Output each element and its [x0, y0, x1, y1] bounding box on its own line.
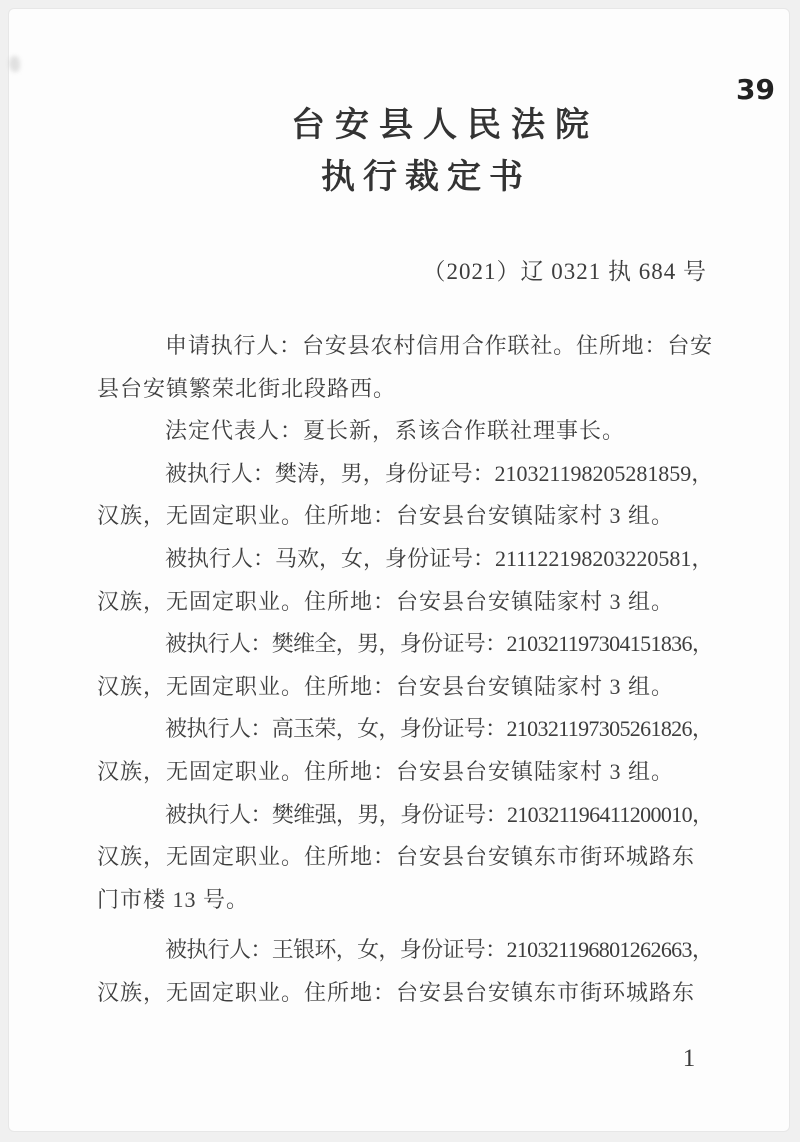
document-line: 门市楼 13 号。 — [97, 886, 250, 912]
document-line: 汉族，无固定职业。住所地：台安县台安镇陆家村 3 组。 — [97, 673, 675, 699]
document-line: 法定代表人：夏长新，系该合作联社理事长。 — [165, 418, 626, 444]
paragraph-respondent-2 — [97, 538, 713, 623]
paragraph-respondent-1 — [97, 453, 713, 538]
corner-page-mark: 39 — [736, 73, 775, 106]
document-line: 被执行人：马欢，女，身份证号：211122198203220581， — [165, 545, 714, 571]
document-type-title: 执行裁定书 — [321, 159, 531, 196]
document-body — [97, 325, 713, 1015]
paragraph-respondent-3 — [97, 623, 713, 708]
paragraph-respondent-4 — [97, 708, 713, 793]
paragraph-applicant — [97, 325, 713, 410]
scan-smudge-artifact — [9, 56, 20, 72]
case-number: （2021）辽 0321 执 684 号 — [422, 259, 707, 284]
document-line: 汉族，无固定职业。住所地：台安县台安镇东市街环城路东 — [97, 979, 696, 1005]
document-line: 汉族，无固定职业。住所地：台安县台安镇陆家村 3 组。 — [97, 503, 675, 529]
document-line: 被执行人：高玉荣，女，身份证号：210321197305261826， — [165, 716, 714, 742]
page-number: 1 — [682, 1045, 696, 1072]
document-line: 被执行人：王银环，女，身份证号：210321196801262663， — [165, 937, 714, 963]
document-line: 汉族，无固定职业。住所地：台安县台安镇东市街环城路东 — [97, 844, 696, 870]
paragraph-legal-representative — [97, 410, 713, 453]
document-line: 申请执行人：台安县农村信用合作联社。住所地：台安 — [165, 333, 714, 358]
document-line: 汉族，无固定职业。住所地：台安县台安镇陆家村 3 组。 — [97, 588, 675, 614]
document-line: 被执行人：樊维全，男，身份证号：210321197304151836， — [165, 631, 714, 657]
document-line: 县台安镇繁荣北街北段路西。 — [97, 375, 397, 401]
paragraph-respondent-6 — [97, 929, 713, 1014]
document-sheet — [8, 8, 790, 1132]
paragraph-respondent-5 — [97, 794, 713, 922]
court-name-title: 台安县人民法院 — [291, 107, 599, 144]
document-line: 汉族，无固定职业。住所地：台安县台安镇陆家村 3 组。 — [97, 758, 675, 784]
document-line: 被执行人：樊维强，男，身份证号：210321196411200010， — [165, 801, 714, 827]
document-line: 被执行人：樊涛，男，身份证号：210321198205281859， — [165, 460, 714, 486]
